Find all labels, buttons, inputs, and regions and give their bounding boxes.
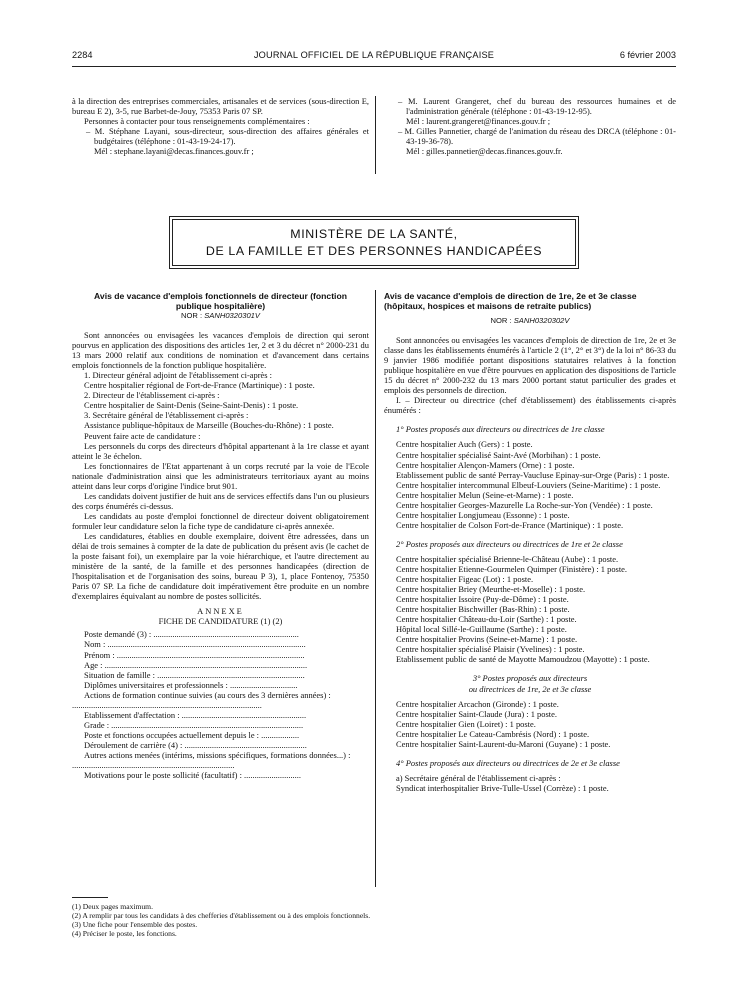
list-item: Centre hospitalier de Colson Fort-de-France (Martinique) : 1 poste. xyxy=(396,519,624,530)
contact-item: – M. Laurent Grangeret, chef du bureau des ressources humaines et de l'administration générale (téléphone : 01-43-19-12-95). xyxy=(398,96,676,117)
form-title: FICHE DE CANDIDATURE (1) (2) xyxy=(158,616,283,627)
section-title: ou directrices de 1re, 2e et 3e classe xyxy=(468,683,592,694)
page-number: 2284 xyxy=(72,50,93,60)
contact-item: – M. Stéphane Layani, sous-directeur, sous-direction des affaires générales et budgétaires (téléphone : 01-43-19-24-17). xyxy=(86,126,369,147)
paragraph: Assistance publique-hôpitaux de Marseille (Bouches-du-Rhône) : 1 poste. xyxy=(84,420,334,431)
left-article xyxy=(72,291,369,780)
list-item: Centre hospitalier Château-du-Loir (Sarthe) : 1 poste. xyxy=(396,614,577,625)
list-item: Centre hospitalier spécialisé Saint-Avé (Morbihan) : 1 poste. xyxy=(396,449,601,460)
form-field: Nom : .............................................................................................. xyxy=(84,639,306,650)
paragraph: Les candidats doivent justifier de huit ans de services effectifs dans l'un ou plusieurs des corps énumérés ci-dessus. xyxy=(72,490,369,511)
paragraph: Centre hospitalier de Saint-Denis (Seine-Saint-Denis) : 1 poste. xyxy=(84,400,299,411)
form-field: Déroulement de carrière (4) : .......................................................... xyxy=(84,739,307,750)
paragraph: Les candidats au poste d'emploi fonctionnel de directeur doivent obligatoirement formuler leur candidature selon la fiche type de candidature ci-après annexée. xyxy=(72,510,369,531)
issue-date: 6 février 2003 xyxy=(619,50,676,60)
list-item: Centre hospitalier Briey (Meurthe-et-Moselle) : 1 poste. xyxy=(396,584,586,595)
ministry-line: DE LA FAMILLE ET DES PERSONNES HANDICAPÉES xyxy=(205,244,543,258)
list-item: Syndicat interhospitalier Brive-Tulle-Ussel (Corrèze) : 1 poste. xyxy=(396,782,609,793)
form-field: Grade : ........................................................................................... xyxy=(84,719,304,730)
ministry-line: MINISTÈRE DE LA SANTÉ, xyxy=(290,227,458,241)
form-field: Actions de formation continue suivies (au cours des 3 dernières années) : .......................................................................................... xyxy=(72,689,331,710)
form-field: Diplômes universitaires et professionnels : ................................ xyxy=(84,679,298,690)
paragraph: I. – Directeur ou directrice (chef d'établissement) des établissements ci-après énumérés : xyxy=(384,395,676,416)
list-item: Centre hospitalier Le Cateau-Cambrésis (Nord) : 1 poste. xyxy=(396,728,590,739)
nor-reference: NOR : SANH0320302V xyxy=(490,316,570,325)
footnote: (3) Une fiche pour l'ensemble des postes. xyxy=(72,920,198,929)
running-header xyxy=(72,50,676,64)
subsection-title: a) Secrétaire général de l'établissement ci-après : xyxy=(396,772,561,783)
candidature-form xyxy=(72,629,369,780)
footnote: (2) A remplir par tous les candidats à des chefferies d'établissement ou à des emplois fonctionnels. xyxy=(72,911,371,920)
top-right-block xyxy=(384,96,676,156)
list-item: Centre hospitalier Gien (Loiret) : 1 poste. xyxy=(396,718,536,729)
form-field: Poste demandé (3) : ..................................................................... xyxy=(84,629,299,640)
list-item: Centre hospitalier Provins (Seine-et-Marne) : 1 poste. xyxy=(396,634,578,645)
list-item: Centre hospitalier Alençon-Mamers (Orne) : 1 poste. xyxy=(396,459,575,470)
section-title: 2° Postes proposés aux directeurs ou directrices de 1re et 2e classe xyxy=(396,538,623,549)
paragraph: Les fonctionnaires de l'Etat appartenant à un corps recruté par la voie de l'Ecole nationale d'administration ainsi que les administrateurs territoriaux ayant au moins atteint dans leur corps d'origine l'indice brut 901. xyxy=(72,460,369,491)
list-item: Etablissement public de santé de Mayotte Mamoudzou (Mayotte) : 1 poste. xyxy=(396,654,650,665)
header-rule xyxy=(72,66,676,67)
list-item: Centre hospitalier Auch (Gers) : 1 poste. xyxy=(396,439,533,450)
list-item: Centre hospitalier intercommunal Elbeuf-Louviers (Seine-Maritime) : 1 poste. xyxy=(396,479,661,490)
section-title: 3° Postes proposés aux directeurs xyxy=(472,673,588,684)
footnote: (4) Préciser le poste, les fonctions. xyxy=(72,929,177,938)
contact-intro: Personnes à contacter pour tous renseignements complémentaires : xyxy=(84,116,310,127)
journal-title: JOURNAL OFFICIEL DE LA RÉPUBLIQUE FRANÇAISE xyxy=(253,50,495,60)
list-item: Centre hospitalier Etienne-Gourmelen Quimper (Finistère) : 1 poste. xyxy=(396,563,628,574)
article-title: Avis de vacance d'emplois fonctionnels de directeur (fonction publique hospitalière) xyxy=(94,291,347,311)
paragraph: Les candidatures, établies en double exemplaire, doivent être adressées, dans un délai de trois semaines à compter de la date de publication du présent avis (le cachet de la poste faisant foi), un exemplaire par la voie hiérarchique, et l'autre directement au ministère de la santé, de la famille et des personnes handicapées (direction de l'hospitalisation et de l'organisation des soins, bureau P 3), 1, place Fontenoy, 75350 Paris 07 SP. La fiche de candidature doit impérativement être produite en un nombre d'exemplaires équivalant au nombre de postes sollicités. xyxy=(72,530,369,602)
list-item: Centre hospitalier Longjumeau (Essonne) : 1 poste. xyxy=(396,509,570,520)
paragraph: Sont annoncées ou envisagées les vacances d'emplois de direction qui seront pourvus en application des dispositions des articles 1er, 2 et 3 du décret n° 2000-231 du 13 mars 2000 relatif aux conditions de nomination et d'avancement dans certains emplois fonctionnels de la fonction publique hospitalière. xyxy=(72,330,369,371)
nor-reference: NOR : SANH0320301V xyxy=(181,311,260,320)
paragraph: 1. Directeur général adjoint de l'établissement ci-après : xyxy=(84,370,273,381)
top-left-block xyxy=(72,96,369,156)
form-field: Prénom : ......................................................................................... xyxy=(84,649,305,660)
list-item: Centre hospitalier spécialisé Brienne-le-Château (Aube) : 1 poste. xyxy=(396,553,619,564)
form-field: Etablissement d'affectation : ........................................................... xyxy=(84,709,307,720)
form-field: Age : ................................................................................................ xyxy=(84,659,308,670)
contact-email: Mél : laurent.grangeret@finances.gouv.fr ; xyxy=(406,116,551,127)
column-divider xyxy=(375,96,376,174)
contact-email: Mél : stephane.layani@decas.finances.gouv.fr ; xyxy=(94,146,254,157)
list-item: Centre hospitalier Georges-Mazurelle La Roche-sur-Yon (Vendée) : 1 poste. xyxy=(396,499,653,510)
paragraph: Sont annoncées ou envisagées les vacances d'emplois de direction de 1re, 2e et 3e classe dans les établissements énumérés à l'article 2 (1°, 2° et 3°) de la loi n° 86-33 du 9 janvier 1986 modifiée portant dispositions statutaires relatives à la fonction publique hospitalière en vue d'être pourvues en application des dispositions de l'article 15 du décret n° 2000-232 du 13 mars 2000 portant statut particulier des grades et emplois des personnels de direction. xyxy=(384,335,676,396)
list-item: Centre hospitalier Issoire (Puy-de-Dôme) : 1 poste. xyxy=(396,594,569,605)
ministry-heading-box xyxy=(172,219,576,266)
form-field: Poste et fonctions occupées actuellement depuis le : .................. xyxy=(84,729,300,740)
list-item: Centre hospitalier Melun (Seine-et-Marne) : 1 poste. xyxy=(396,489,574,500)
paragraph: 3. Secrétaire général de l'établissement ci-après : xyxy=(84,410,249,421)
paragraph: Peuvent faire acte de candidature : xyxy=(84,430,201,441)
annexe-title: ANNEXE xyxy=(197,606,244,617)
contact-item: – M. Gilles Pannetier, chargé de l'animation du réseau des DRCA (téléphone : 01-43-19-36-78). xyxy=(398,126,676,147)
footnote-rule xyxy=(72,897,108,898)
list-item: Centre hospitalier Arcachon (Gironde) : 1 poste. xyxy=(396,698,559,709)
column-divider xyxy=(375,290,376,887)
form-field: Situation de famille : ...................................................................... xyxy=(84,669,305,680)
paragraph: Les personnels du corps des directeurs d'hôpital appartenant à la 1re classe et ayant atteint le 3e échelon. xyxy=(72,440,369,461)
paragraph: Centre hospitalier régional de Fort-de-France (Martinique) : 1 poste. xyxy=(84,380,315,391)
list-item: Centre hospitalier Bischwiller (Bas-Rhin) : 1 poste. xyxy=(396,604,570,615)
footnotes xyxy=(72,902,372,938)
list-item: Centre hospitalier Figeac (Lot) : 1 poste. xyxy=(396,574,534,585)
article-title: Avis de vacance d'emplois de direction de 1re, 2e et 3e classe (hôpitaux, hospices et maisons de retraite publics) xyxy=(384,291,637,311)
section-title: 4° Postes proposés aux directeurs ou directrices de 2e et 3e classe xyxy=(396,757,620,768)
section-title: 1° Postes proposés aux directeurs ou directrices de 1re classe xyxy=(396,424,605,435)
list-item: Centre hospitalier Saint-Laurent-du-Maroni (Guyane) : 1 poste. xyxy=(396,738,611,749)
footnote: (1) Deux pages maximum. xyxy=(72,902,153,911)
list-item: Centre hospitalier Saint-Claude (Jura) : 1 poste. xyxy=(396,708,557,719)
form-field: Autres actions menées (intérims, missions spécifiques, formations données...) : ............................................................................. xyxy=(72,749,351,771)
continuation-text: à la direction des entreprises commerciales, artisanales et de services (sous-direction E, bureau E 2), 3-5, rue Barbet-de-Jouy, 75353 Paris 07 SP. xyxy=(72,96,369,117)
list-item: Centre hospitalier spécialisé Plaisir (Yvelines) : 1 poste. xyxy=(396,644,585,655)
contact-email: Mél : gilles.pannetier@decas.finances.gouv.fr. xyxy=(406,146,563,157)
right-article xyxy=(384,291,676,793)
form-field: Motivations pour le poste sollicité (facultatif) : ........................... xyxy=(84,770,301,781)
list-item: Etablissement public de santé Perray-Vaucluse Epinay-sur-Orge (Paris) : 1 poste. xyxy=(396,469,670,480)
list-item: Hôpital local Sillé-le-Guillaume (Sarthe) : 1 poste. xyxy=(396,624,567,635)
paragraph: 2. Directeur de l'établissement ci-après : xyxy=(84,390,220,401)
